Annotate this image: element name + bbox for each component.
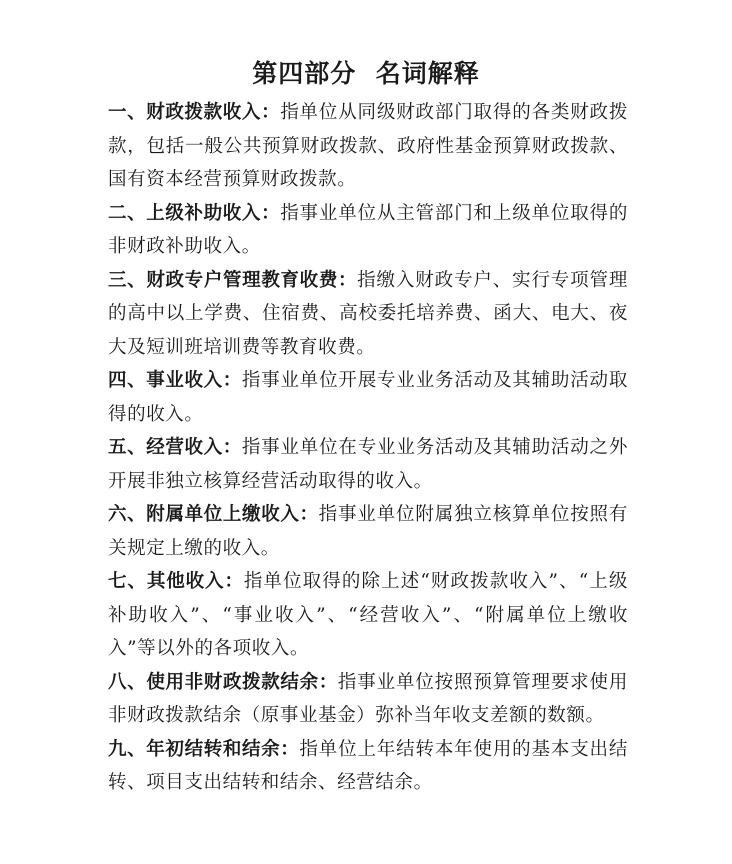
glossary-term: 二、上级补助收入： — [108, 202, 281, 224]
glossary-definition: 指事业单位附属独立核算单位按照有关规定上缴的收入。 — [108, 504, 628, 559]
glossary-term: 八、使用非财政拨款结余： — [108, 671, 338, 693]
page-title: 第四部分 名词解释 — [252, 59, 480, 88]
glossary-entry — [108, 96, 628, 197]
glossary-entry — [108, 264, 628, 365]
glossary-term: 五、经营收入： — [108, 437, 242, 458]
glossary-entry — [108, 565, 628, 666]
glossary-term: 六、附属单位上缴收入： — [108, 504, 319, 525]
glossary-term: 七、其他收入： — [108, 571, 244, 592]
glossary-term: 三、财政专户管理教育收费： — [108, 269, 358, 291]
glossary-definition: 指单位取得的除上述“财政拨款收入”、“上级补助收入”、“事业收入”、“经营收入”、“附属单位上缴收入”等以外的各项收入。 — [108, 571, 628, 659]
glossary-definition: 指事业单位开展专业业务活动及其辅助活动取得的收入。 — [108, 370, 628, 425]
glossary-list — [108, 96, 628, 800]
glossary-term: 四、事业收入： — [108, 370, 242, 391]
glossary-definition: 指单位上年结转本年使用的基本支出结转、项目支出结转和结余、经营结余。 — [108, 738, 628, 793]
glossary-entry — [108, 498, 628, 565]
glossary-definition: 指事业单位按照预算管理要求使用非财政拨款结余（原事业基金）弥补当年收支差额的数额。 — [108, 671, 628, 726]
glossary-definition: 指事业单位在专业业务活动及其辅助活动之外开展非独立核算经营活动取得的收入。 — [108, 437, 628, 492]
glossary-entry — [108, 666, 628, 733]
glossary-term: 一、财政拨款收入： — [108, 102, 281, 123]
glossary-entry — [108, 364, 628, 431]
glossary-term: 九、年初结转和结余： — [108, 738, 300, 760]
glossary-entry — [108, 733, 628, 800]
glossary-definition: 指事业单位从主管部门和上级单位取得的非财政补助收入。 — [108, 202, 628, 257]
glossary-entry — [108, 431, 628, 498]
glossary-entry — [108, 197, 628, 264]
glossary-definition: 指单位从同级财政部门取得的各类财政拨款，包括一般公共预算财政拨款、政府性基金预算财政拨款、国有资本经营预算财政拨款。 — [108, 102, 628, 190]
glossary-definition: 指缴入财政专户、实行专项管理的高中以上学费、住宿费、高校委托培养费、函大、电大、夜大及短训班培训费等教育收费。 — [108, 269, 629, 358]
